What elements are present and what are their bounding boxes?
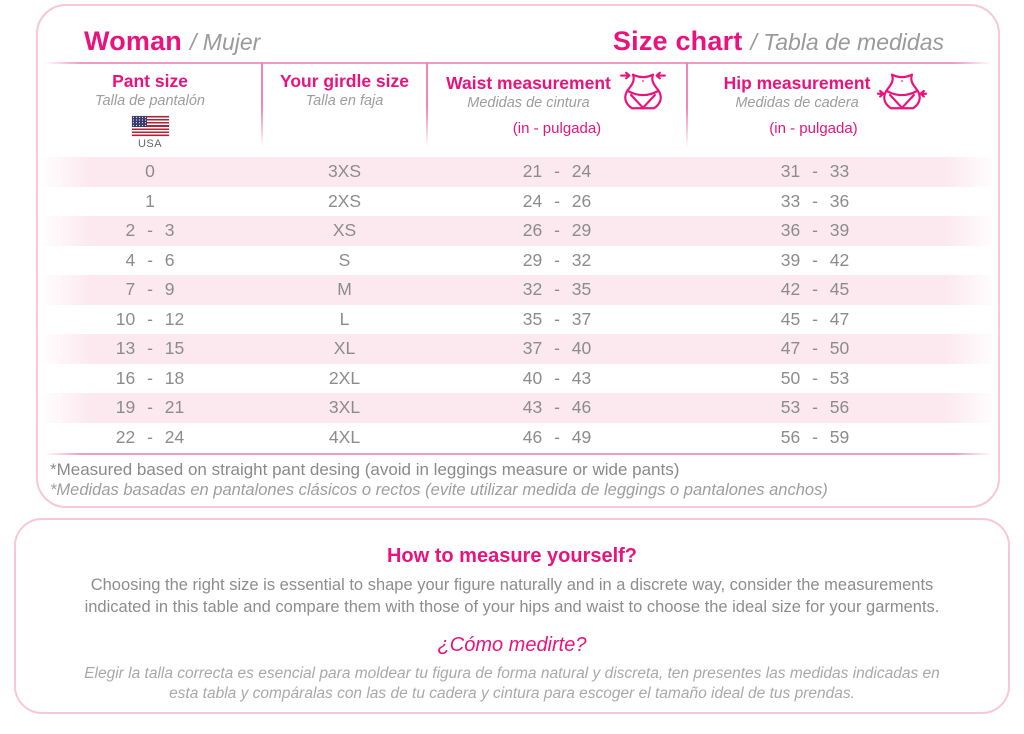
- girdle-value-cell: 3XS: [327, 161, 362, 182]
- size-chart-title: [613, 26, 944, 57]
- hip-unit-label: (in - pulgada): [769, 120, 858, 137]
- footnote-english: *Measured based on straight pant desing (avoid in leggings measure or wide pants): [50, 460, 680, 479]
- waist-value-cell: 37 - 40: [522, 338, 592, 359]
- table-row: [38, 246, 998, 276]
- table-header-row: [38, 62, 998, 155]
- girdle-value-cell: 2XS: [327, 190, 362, 211]
- waist-value-cell: 21 - 24: [522, 161, 592, 182]
- pant-value-cell: 1: [145, 190, 155, 211]
- pant-value-cell: 16 - 18: [115, 367, 185, 388]
- girdle-value-cell: S: [338, 249, 351, 270]
- pant-value-cell: 2 - 3: [125, 220, 175, 241]
- pant-value-cell: 0: [145, 161, 155, 182]
- table-row: [38, 187, 998, 217]
- pant-value-cell: 10 - 12: [115, 308, 185, 329]
- woman-title: [84, 26, 260, 57]
- pant-size-sublabel: Talla de pantalón: [95, 93, 205, 109]
- hip-header-group: [687, 71, 964, 111]
- column-header-waist: [427, 71, 687, 155]
- waist-value-cell: 40 - 43: [522, 367, 592, 388]
- hip-value-cell: 56 - 59: [780, 426, 850, 447]
- mujer-subtitle-text: / Mujer: [190, 29, 261, 55]
- footnote-spanish: *Medidas basadas en pantalones clásicos o rectos (evite utilizar medida de leggings o pantalones anchos): [50, 481, 828, 499]
- pant-value-cell: 7 - 9: [125, 279, 175, 300]
- pant-value-cell: 4 - 6: [125, 249, 175, 270]
- how-to-measure-card: [14, 518, 1010, 714]
- hip-label: Hip measurement: [723, 73, 871, 93]
- waist-value-cell: 35 - 37: [522, 308, 592, 329]
- girdle-value-cell: L: [339, 308, 350, 329]
- hip-value-cell: 33 - 36: [780, 190, 850, 211]
- size-chart-title-text: Size chart: [612, 26, 743, 56]
- table-row: [38, 393, 998, 423]
- table-row: [38, 334, 998, 364]
- usa-flag-block: [38, 116, 262, 150]
- hip-measure-icon: [877, 71, 927, 111]
- waist-header-group: [427, 71, 687, 111]
- hip-value-cell: 47 - 50: [780, 338, 850, 359]
- waist-value-cell: 32 - 35: [522, 279, 592, 300]
- table-row: [38, 275, 998, 305]
- table-row: [38, 423, 998, 453]
- waist-measure-icon: [618, 71, 668, 111]
- hip-value-cell: 31 - 33: [780, 161, 850, 182]
- size-table-body: [38, 157, 998, 452]
- hip-value-cell: 45 - 47: [780, 308, 850, 329]
- waist-label: Waist measurement: [446, 73, 611, 93]
- column-header-hip: [687, 71, 998, 155]
- girdle-value-cell: 4XL: [328, 426, 361, 447]
- pant-size-label: Pant size: [112, 71, 188, 91]
- size-chart-card: [36, 4, 1000, 508]
- waist-value-cell: 43 - 46: [522, 397, 592, 418]
- girdle-size-sublabel: Talla en faja: [305, 93, 384, 109]
- column-header-girdle-size: [262, 71, 427, 155]
- girdle-size-label: Your girdle size: [279, 71, 409, 91]
- usa-flag-canton: [132, 116, 147, 127]
- how-to-measure-title-en: How to measure yourself?: [386, 545, 638, 567]
- pant-value-cell: 19 - 21: [115, 397, 185, 418]
- waist-value-cell: 46 - 49: [522, 426, 592, 447]
- hip-value-cell: 42 - 45: [780, 279, 850, 300]
- girdle-value-cell: XS: [332, 220, 357, 241]
- tabla-subtitle-text: / Tabla de medidas: [750, 29, 944, 55]
- pant-value-cell: 13 - 15: [115, 338, 185, 359]
- hip-value-cell: 36 - 39: [780, 220, 850, 241]
- table-row: [38, 216, 998, 246]
- how-to-measure-title-es: ¿Cómo medirte?: [437, 633, 587, 656]
- waist-unit-label: (in - pulgada): [512, 120, 602, 137]
- hip-value-cell: 39 - 42: [780, 249, 850, 270]
- waist-value-cell: 26 - 29: [522, 220, 592, 241]
- column-header-pant-size: [38, 71, 262, 155]
- waist-value-cell: 29 - 32: [522, 249, 592, 270]
- how-to-measure-body-es: Elegir la talla correcta es esencial para moldear tu figura de forma natural y discreta, ten presentes las medidas indicadas en esta tabla y compáralas con las de tu cadera y cintura para escoger el tamaño ideal de tus prendas.: [84, 664, 940, 702]
- card-titles-row: [38, 6, 998, 62]
- table-row: [38, 364, 998, 394]
- table-row: [38, 305, 998, 335]
- footnotes: [38, 455, 998, 500]
- girdle-value-cell: 3XL: [328, 397, 361, 418]
- usa-flag-label: USA: [137, 138, 163, 150]
- waist-sublabel: Medidas de cintura: [467, 95, 590, 111]
- hip-value-cell: 53 - 56: [780, 397, 850, 418]
- table-row: [38, 157, 998, 187]
- usa-flag-icon: [132, 116, 169, 136]
- hip-sublabel: Medidas de cadera: [735, 95, 859, 111]
- girdle-value-cell: M: [337, 279, 352, 300]
- waist-value-cell: 24 - 26: [522, 190, 592, 211]
- how-to-measure-body-en: Choosing the right size is essential to shape your figure naturally and in a discrete way, consider the measurements indicated in this table and compare them with those of your hips and waist to choose the ideal size for your garments.: [84, 576, 940, 616]
- hip-value-cell: 50 - 53: [780, 367, 850, 388]
- girdle-value-cell: XL: [333, 338, 356, 359]
- pant-value-cell: 22 - 24: [115, 426, 185, 447]
- woman-title-text: Woman: [84, 26, 183, 56]
- girdle-value-cell: 2XL: [328, 367, 361, 388]
